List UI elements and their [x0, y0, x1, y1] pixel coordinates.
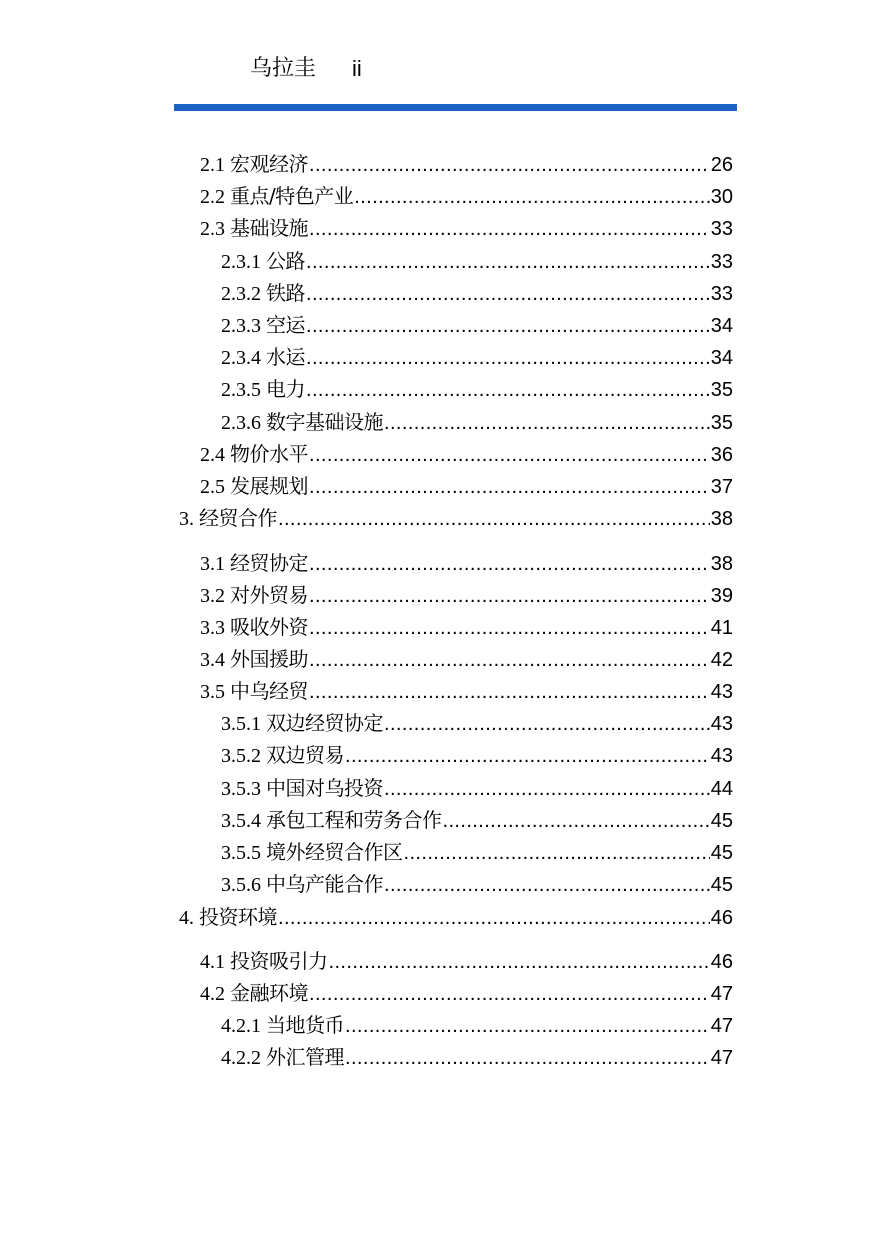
toc-entry-page: 33	[710, 283, 733, 305]
toc-entry-page: 44	[710, 778, 733, 800]
toc-entry-number: 4.1	[200, 951, 225, 973]
toc-entry[interactable]	[221, 374, 733, 404]
toc-entry-number: 3.5.1	[221, 713, 261, 735]
toc-entry-number: 2.3.4	[221, 347, 261, 369]
toc-entry-title: 投资环境	[199, 905, 277, 929]
toc-entry-title: 中乌产能合作	[266, 872, 383, 896]
toc-entry-number: 2.5	[200, 476, 225, 498]
toc-entry[interactable]	[221, 310, 733, 340]
toc-entry[interactable]	[221, 407, 733, 437]
toc-entry-page: 34	[710, 347, 733, 369]
toc-entry-title: 境外经贸合作区	[266, 840, 403, 864]
toc-entry-title: 公路	[266, 249, 305, 273]
toc-entry-title: 金融环境	[230, 981, 308, 1005]
toc-entry-title: 经贸合作	[199, 506, 277, 530]
toc-entry[interactable]	[221, 278, 733, 308]
toc-entry-title: 当地货币	[266, 1013, 344, 1037]
toc-dot-leader	[345, 1011, 710, 1041]
toc-entry-title: 基础设施	[230, 216, 308, 240]
toc-entry-page: 34	[710, 315, 733, 337]
toc-entry-page: 37	[710, 476, 733, 498]
toc-entry-number: 2.2	[200, 186, 225, 208]
toc-entry-number: 3.4	[200, 649, 225, 671]
toc-dot-leader	[306, 247, 710, 277]
toc-entry-page: 47	[710, 983, 733, 1005]
toc-dot-leader	[384, 709, 710, 739]
toc-dot-leader	[345, 741, 710, 771]
toc-dot-leader	[309, 549, 710, 579]
toc-entry-title: 双边贸易	[266, 743, 344, 767]
toc-entry[interactable]	[200, 644, 733, 674]
toc-entry-title: 外国援助	[230, 647, 308, 671]
toc-entry[interactable]	[200, 548, 733, 578]
toc-entry-page: 35	[710, 412, 733, 434]
toc-entry-title: 投资吸引力	[230, 949, 328, 973]
toc-entry-number: 3.5.6	[221, 874, 261, 896]
toc-entry-page: 33	[710, 251, 733, 273]
toc-entry-title: 数字基础设施	[266, 410, 383, 434]
toc-entry[interactable]	[221, 246, 733, 276]
toc-entry-title: 外汇管理	[266, 1045, 344, 1069]
toc-entry[interactable]	[221, 805, 733, 835]
toc-entry-number: 3.5.2	[221, 745, 261, 767]
toc-entry-title: 中国对乌投资	[266, 776, 383, 800]
toc-entry-number: 2.3.2	[221, 283, 261, 305]
toc-entry-title: 水运	[266, 345, 305, 369]
toc-dot-leader	[278, 504, 710, 534]
toc-entry-number: 2.1	[200, 154, 225, 176]
toc-entry-number: 3.3	[200, 617, 225, 639]
toc-dot-leader	[309, 214, 710, 244]
toc-entry-number: 3.5.3	[221, 778, 261, 800]
toc-dot-leader	[384, 408, 710, 438]
toc-entry-page: 45	[710, 842, 733, 864]
toc-entry-title: 宏观经济	[230, 152, 308, 176]
toc-entry-page: 43	[710, 745, 733, 767]
toc-dot-leader	[329, 947, 710, 977]
toc-entry-number: 3.1	[200, 553, 225, 575]
toc-entry-page: 42	[710, 649, 733, 671]
toc-entry-title: 承包工程和劳务合作	[266, 808, 442, 832]
toc-entry-title: 空运	[266, 313, 305, 337]
toc-entry[interactable]	[221, 708, 733, 738]
toc-dot-leader	[384, 870, 710, 900]
toc-entry-number: 3.5.4	[221, 810, 261, 832]
toc-entry[interactable]	[200, 213, 733, 243]
toc-entry-number: 2.3.6	[221, 412, 261, 434]
toc-entry[interactable]	[200, 580, 733, 610]
toc-entry-number: 3.2	[200, 585, 225, 607]
toc-entry[interactable]	[200, 612, 733, 642]
toc-dot-leader	[306, 343, 710, 373]
toc-dot-leader	[309, 645, 710, 675]
toc-entry[interactable]	[221, 740, 733, 770]
toc-entry[interactable]	[200, 676, 733, 706]
toc-dot-leader	[306, 279, 710, 309]
toc-dot-leader	[309, 979, 710, 1009]
toc-entry-page: 41	[710, 617, 733, 639]
toc-dot-leader	[345, 1043, 710, 1073]
toc-entry-number: 3.5	[200, 681, 225, 703]
toc-entry-title: 经贸协定	[230, 551, 308, 575]
toc-entry-page: 45	[710, 874, 733, 896]
toc-entry[interactable]	[221, 342, 733, 372]
toc-entry-number: 4.	[179, 907, 194, 929]
toc-entry[interactable]	[221, 837, 733, 867]
toc-entry[interactable]	[221, 1010, 733, 1040]
toc-entry-page: 46	[710, 951, 733, 973]
toc-entry-number: 2.3.1	[221, 251, 261, 273]
toc-entry-title: 吸收外资	[230, 615, 308, 639]
toc-entry-number: 4.2.1	[221, 1015, 261, 1037]
toc-entry[interactable]	[200, 946, 733, 976]
toc-entry[interactable]	[221, 869, 733, 899]
toc-dot-leader	[309, 150, 710, 180]
toc-entry[interactable]	[200, 149, 733, 179]
toc-entry[interactable]	[200, 471, 733, 501]
toc-entry-page: 43	[710, 713, 733, 735]
toc-entry-page: 47	[710, 1047, 733, 1069]
toc-entry[interactable]	[200, 439, 733, 469]
toc-entry[interactable]	[221, 1042, 733, 1072]
toc-entry-title: 电力	[266, 377, 305, 401]
toc-entry[interactable]	[179, 902, 733, 932]
toc-entry-page: 33	[710, 218, 733, 240]
toc-entry-page: 39	[710, 585, 733, 607]
header-page-number: ii	[352, 56, 362, 81]
toc-entry-title: 铁路	[266, 281, 305, 305]
toc-entry-title: 对外贸易	[230, 583, 308, 607]
toc-entry-page: 47	[710, 1015, 733, 1037]
toc-entry-number: 4.2	[200, 983, 225, 1005]
toc-entry-title: 物价水平	[230, 442, 308, 466]
toc-dot-leader	[309, 440, 710, 470]
toc-entry-page: 30	[710, 186, 733, 208]
toc-dot-leader	[309, 677, 710, 707]
toc-entry-title: 发展规划	[230, 474, 308, 498]
toc-dot-leader	[309, 472, 710, 502]
toc-entry-title: 双边经贸协定	[266, 711, 383, 735]
toc-dot-leader	[309, 613, 710, 643]
toc-entry-page: 46	[710, 907, 733, 929]
toc-entry-number: 2.3	[200, 218, 225, 240]
toc-entry-title: 重点/特色产业	[230, 184, 354, 208]
toc-entry-number: 3.	[179, 508, 194, 530]
toc-entry[interactable]	[200, 978, 733, 1008]
toc-entry-page: 35	[710, 379, 733, 401]
toc-entry-page: 36	[710, 444, 733, 466]
toc-entry-page: 38	[710, 553, 733, 575]
toc-entry-number: 2.4	[200, 444, 225, 466]
toc-entry-page: 45	[710, 810, 733, 832]
toc-dot-leader	[443, 806, 710, 836]
toc-dot-leader	[309, 581, 710, 611]
toc-dot-leader	[278, 903, 710, 933]
toc-entry-number: 2.3.3	[221, 315, 261, 337]
toc-dot-leader	[306, 311, 710, 341]
toc-dot-leader	[354, 182, 710, 212]
toc-entry-page: 26	[710, 154, 733, 176]
toc-entry[interactable]	[179, 503, 733, 533]
toc-entry[interactable]	[221, 773, 733, 803]
toc-dot-leader	[306, 375, 710, 405]
toc-entry-page: 38	[710, 508, 733, 530]
toc-entry[interactable]	[200, 181, 733, 211]
toc-entry-title: 中乌经贸	[230, 679, 308, 703]
toc-entry-number: 2.3.5	[221, 379, 261, 401]
toc-entry-number: 4.2.2	[221, 1047, 261, 1069]
toc-entry-page: 43	[710, 681, 733, 703]
toc-entry-number: 3.5.5	[221, 842, 261, 864]
header-title: 乌拉圭	[250, 56, 317, 81]
toc-dot-leader	[404, 838, 710, 868]
toc-dot-leader	[384, 774, 710, 804]
